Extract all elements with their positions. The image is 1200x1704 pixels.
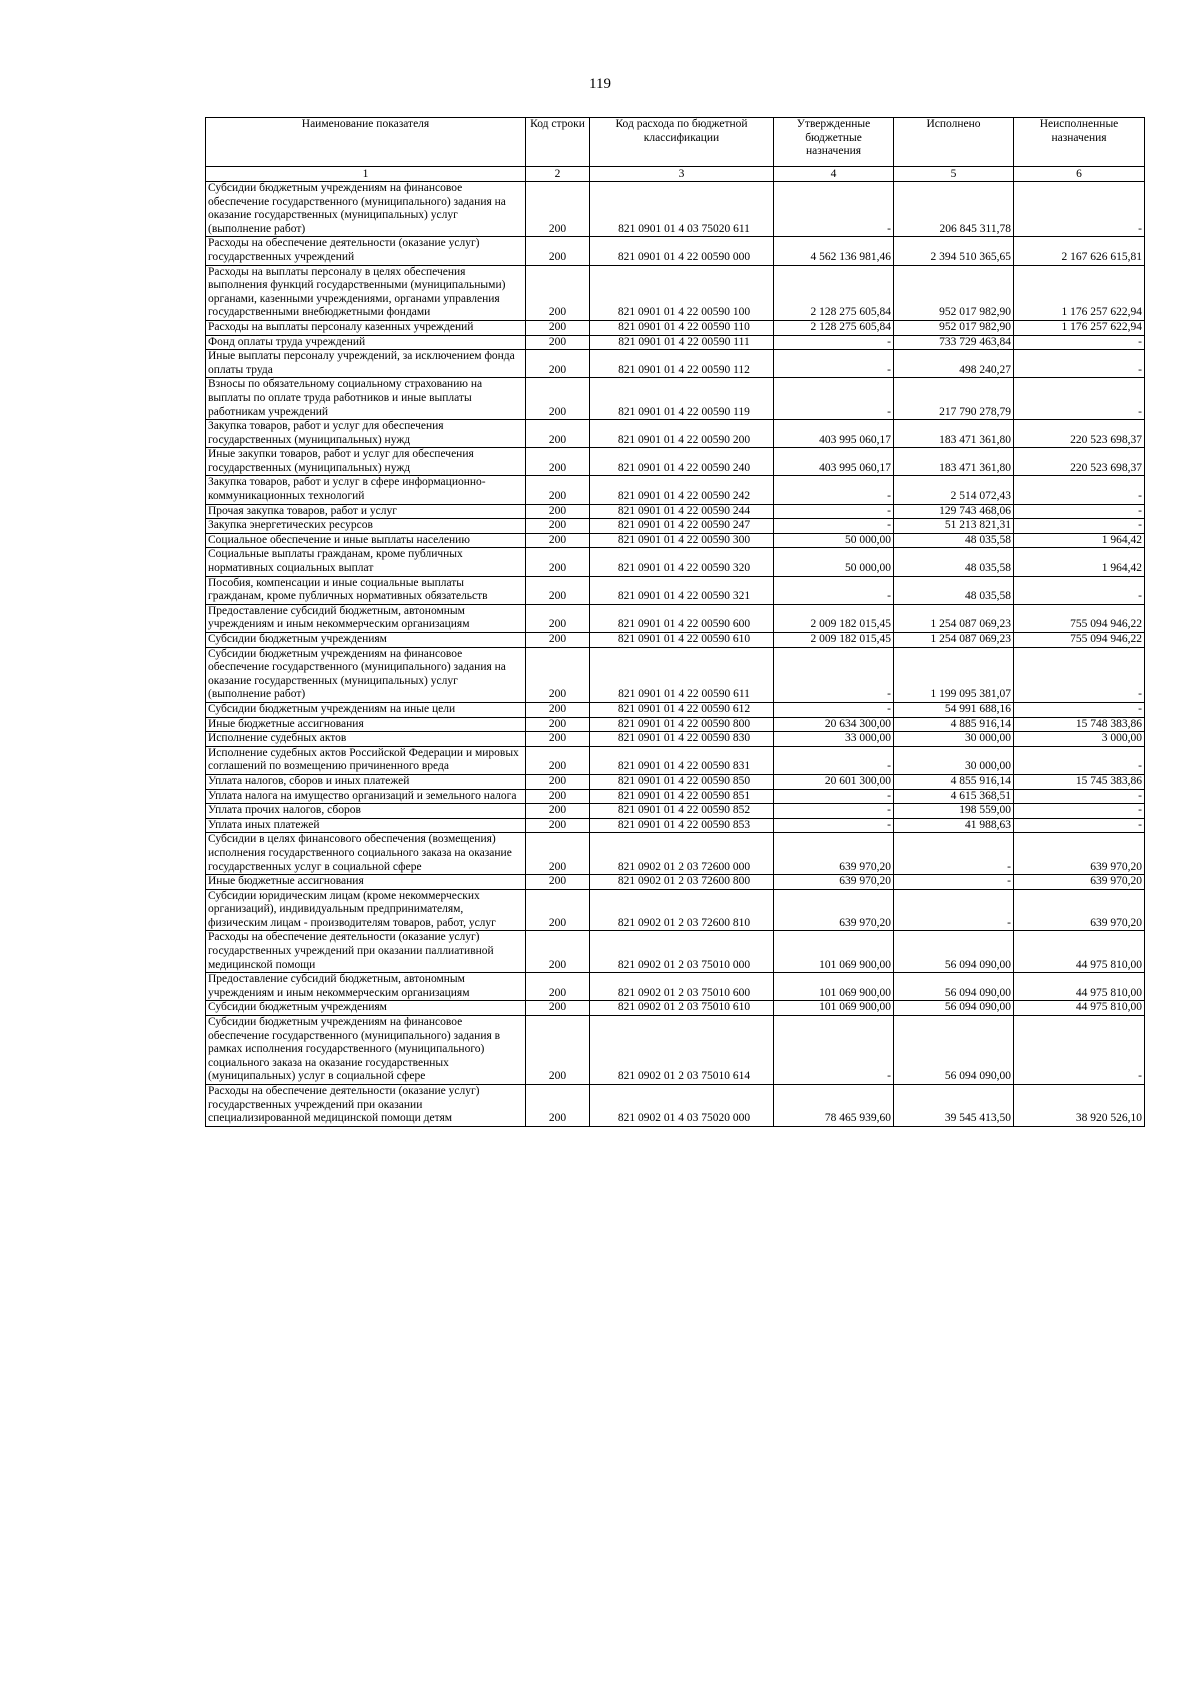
executed-amount: 198 559,00 [894, 804, 1014, 819]
line-code: 200 [526, 647, 590, 702]
table-row [206, 1016, 1145, 1085]
executed-amount: 51 213 821,31 [894, 519, 1014, 534]
executed-amount: 183 471 361,80 [894, 448, 1014, 476]
executed-amount: 48 035,58 [894, 576, 1014, 604]
executed-amount: 2 394 510 365,65 [894, 237, 1014, 265]
approved-amount: 639 970,20 [774, 875, 894, 890]
unexecuted-amount: 639 970,20 [1014, 833, 1145, 875]
approved-amount: - [774, 818, 894, 833]
indicator-name: Взносы по обязательному социальному страхованию на выплаты по оплате труда работников и иные выплаты работникам учреждений [206, 378, 526, 420]
indicator-name: Расходы на обеспечение деятельности (оказание услуг) государственных учреждений при оказании паллиативной медицинской помощи [206, 931, 526, 973]
expense-code: 821 0902 01 2 03 72600 800 [590, 875, 774, 890]
line-code: 200 [526, 774, 590, 789]
table-row [206, 265, 1145, 320]
line-code: 200 [526, 789, 590, 804]
indicator-name: Закупка энергетических ресурсов [206, 519, 526, 534]
line-code: 200 [526, 378, 590, 420]
approved-amount: - [774, 378, 894, 420]
line-code: 200 [526, 335, 590, 350]
unexecuted-amount: 220 523 698,37 [1014, 420, 1145, 448]
unexecuted-amount: 1 176 257 622,94 [1014, 320, 1145, 335]
expense-code: 821 0902 01 2 03 75010 000 [590, 931, 774, 973]
approved-amount: 20 634 300,00 [774, 717, 894, 732]
unexecuted-amount: - [1014, 789, 1145, 804]
indicator-name: Расходы на выплаты персоналу казенных учреждений [206, 320, 526, 335]
approved-amount: - [774, 504, 894, 519]
unexecuted-amount: - [1014, 335, 1145, 350]
line-code: 200 [526, 420, 590, 448]
approved-amount: 639 970,20 [774, 833, 894, 875]
executed-amount: - [894, 875, 1014, 890]
executed-amount: 41 988,63 [894, 818, 1014, 833]
table-row [206, 576, 1145, 604]
executed-amount: 2 514 072,43 [894, 476, 1014, 504]
line-code: 200 [526, 237, 590, 265]
column-number: 5 [894, 167, 1014, 182]
table-row [206, 875, 1145, 890]
table-row [206, 818, 1145, 833]
table-row [206, 335, 1145, 350]
table-row [206, 647, 1145, 702]
executed-amount: 129 743 468,06 [894, 504, 1014, 519]
line-code: 200 [526, 604, 590, 632]
table-row [206, 732, 1145, 747]
approved-amount: 50 000,00 [774, 548, 894, 576]
line-code: 200 [526, 350, 590, 378]
approved-amount: 101 069 900,00 [774, 1001, 894, 1016]
indicator-name: Уплата прочих налогов, сборов [206, 804, 526, 819]
indicator-name: Иные бюджетные ассигнования [206, 875, 526, 890]
approved-amount: 403 995 060,17 [774, 448, 894, 476]
budget-execution-table [205, 117, 1145, 1127]
expense-code: 821 0902 01 2 03 72600 810 [590, 889, 774, 931]
header-cell: Код строки [526, 118, 590, 167]
approved-amount: - [774, 1016, 894, 1085]
line-code: 200 [526, 265, 590, 320]
executed-amount: 1 199 095 381,07 [894, 647, 1014, 702]
approved-amount: - [774, 647, 894, 702]
expense-code: 821 0901 01 4 22 00590 300 [590, 533, 774, 548]
line-code: 200 [526, 182, 590, 237]
expense-code: 821 0901 01 4 22 00590 321 [590, 576, 774, 604]
unexecuted-amount: 3 000,00 [1014, 732, 1145, 747]
column-number-row [206, 167, 1145, 182]
approved-amount: - [774, 519, 894, 534]
expense-code: 821 0901 01 4 22 00590 831 [590, 746, 774, 774]
approved-amount: 101 069 900,00 [774, 931, 894, 973]
unexecuted-amount: 755 094 946,22 [1014, 633, 1145, 648]
line-code: 200 [526, 320, 590, 335]
indicator-name: Предоставление субсидий бюджетным, автономным учреждениям и иным некоммерческим организациям [206, 973, 526, 1001]
executed-amount: 54 991 688,16 [894, 702, 1014, 717]
executed-amount: 4 615 368,51 [894, 789, 1014, 804]
indicator-name: Субсидии бюджетным учреждениям на иные цели [206, 702, 526, 717]
expense-code: 821 0901 01 4 03 75020 611 [590, 182, 774, 237]
executed-amount: 56 094 090,00 [894, 931, 1014, 973]
indicator-name: Расходы на обеспечение деятельности (оказание услуг) государственных учреждений при оказании специализированной медицинской помощи детям [206, 1085, 526, 1127]
executed-amount: 56 094 090,00 [894, 1016, 1014, 1085]
indicator-name: Предоставление субсидий бюджетным, автономным учреждениям и иным некоммерческим организациям [206, 604, 526, 632]
approved-amount: - [774, 746, 894, 774]
indicator-name: Исполнение судебных актов Российской Федерации и мировых соглашений по возмещению причиненного вреда [206, 746, 526, 774]
expense-code: 821 0901 01 4 22 00590 244 [590, 504, 774, 519]
expense-code: 821 0902 01 2 03 75010 614 [590, 1016, 774, 1085]
expense-code: 821 0901 01 4 22 00590 612 [590, 702, 774, 717]
table-row [206, 350, 1145, 378]
executed-amount: 1 254 087 069,23 [894, 633, 1014, 648]
expense-code: 821 0901 01 4 22 00590 850 [590, 774, 774, 789]
approved-amount: - [774, 789, 894, 804]
unexecuted-amount: 639 970,20 [1014, 875, 1145, 890]
header-cell: Исполнено [894, 118, 1014, 167]
unexecuted-amount: - [1014, 378, 1145, 420]
expense-code: 821 0901 01 4 22 00590 610 [590, 633, 774, 648]
expense-code: 821 0901 01 4 22 00590 112 [590, 350, 774, 378]
unexecuted-amount: 1 176 257 622,94 [1014, 265, 1145, 320]
column-number: 6 [1014, 167, 1145, 182]
line-code: 200 [526, 504, 590, 519]
unexecuted-amount: 44 975 810,00 [1014, 931, 1145, 973]
approved-amount: 78 465 939,60 [774, 1085, 894, 1127]
unexecuted-amount: - [1014, 576, 1145, 604]
expense-code: 821 0901 01 4 22 00590 240 [590, 448, 774, 476]
table-row [206, 476, 1145, 504]
line-code: 200 [526, 1016, 590, 1085]
expense-code: 821 0901 01 4 22 00590 600 [590, 604, 774, 632]
approved-amount: - [774, 182, 894, 237]
line-code: 200 [526, 818, 590, 833]
executed-amount: 183 471 361,80 [894, 420, 1014, 448]
unexecuted-amount: 44 975 810,00 [1014, 973, 1145, 1001]
line-code: 200 [526, 548, 590, 576]
table-row [206, 931, 1145, 973]
table-row [206, 1001, 1145, 1016]
approved-amount: 2 009 182 015,45 [774, 633, 894, 648]
indicator-name: Субсидии в целях финансового обеспечения (возмещения) исполнения государственного социального заказа на оказание государственных услуг в социальной сфере [206, 833, 526, 875]
header-cell: Код расхода по бюджетной классификации [590, 118, 774, 167]
line-code: 200 [526, 833, 590, 875]
unexecuted-amount: - [1014, 476, 1145, 504]
indicator-name: Уплата иных платежей [206, 818, 526, 833]
table-row [206, 548, 1145, 576]
executed-amount: - [894, 833, 1014, 875]
executed-amount: 4 855 916,14 [894, 774, 1014, 789]
indicator-name: Расходы на обеспечение деятельности (оказание услуг) государственных учреждений [206, 237, 526, 265]
approved-amount: 4 562 136 981,46 [774, 237, 894, 265]
indicator-name: Субсидии бюджетным учреждениям [206, 633, 526, 648]
unexecuted-amount: - [1014, 804, 1145, 819]
executed-amount: 733 729 463,84 [894, 335, 1014, 350]
indicator-name: Уплата налогов, сборов и иных платежей [206, 774, 526, 789]
unexecuted-amount: - [1014, 818, 1145, 833]
indicator-name: Социальные выплаты гражданам, кроме публичных нормативных социальных выплат [206, 548, 526, 576]
indicator-name: Социальное обеспечение и иные выплаты населению [206, 533, 526, 548]
expense-code: 821 0901 01 4 22 00590 119 [590, 378, 774, 420]
unexecuted-amount: - [1014, 702, 1145, 717]
expense-code: 821 0901 01 4 22 00590 000 [590, 237, 774, 265]
indicator-name: Прочая закупка товаров, работ и услуг [206, 504, 526, 519]
unexecuted-amount: - [1014, 1016, 1145, 1085]
executed-amount: 206 845 311,78 [894, 182, 1014, 237]
approved-amount: 2 128 275 605,84 [774, 320, 894, 335]
line-code: 200 [526, 476, 590, 504]
line-code: 200 [526, 746, 590, 774]
expense-code: 821 0902 01 4 03 75020 000 [590, 1085, 774, 1127]
table-row [206, 633, 1145, 648]
table-row [206, 717, 1145, 732]
header-cell: Неисполненные назначения [1014, 118, 1145, 167]
executed-amount: 30 000,00 [894, 746, 1014, 774]
expense-code: 821 0901 01 4 22 00590 110 [590, 320, 774, 335]
table-row [206, 789, 1145, 804]
unexecuted-amount: 755 094 946,22 [1014, 604, 1145, 632]
line-code: 200 [526, 973, 590, 1001]
table-row [206, 448, 1145, 476]
line-code: 200 [526, 732, 590, 747]
page-number: 119 [589, 76, 611, 92]
executed-amount: 952 017 982,90 [894, 265, 1014, 320]
executed-amount: 56 094 090,00 [894, 1001, 1014, 1016]
unexecuted-amount: 15 745 383,86 [1014, 774, 1145, 789]
expense-code: 821 0902 01 2 03 75010 610 [590, 1001, 774, 1016]
unexecuted-amount: 15 748 383,86 [1014, 717, 1145, 732]
expense-code: 821 0901 01 4 22 00590 320 [590, 548, 774, 576]
executed-amount: 48 035,58 [894, 533, 1014, 548]
executed-amount: 30 000,00 [894, 732, 1014, 747]
approved-amount: - [774, 350, 894, 378]
executed-amount: 952 017 982,90 [894, 320, 1014, 335]
indicator-name: Субсидии бюджетным учреждениям на финансовое обеспечение государственного (муниципального) задания на оказание государственных (муниципальных) услуг (выполнение работ) [206, 182, 526, 237]
unexecuted-amount: - [1014, 647, 1145, 702]
indicator-name: Субсидии юридическим лицам (кроме некоммерческих организаций), индивидуальным предпринимателям, физическим лицам - производителям товаров, работ, услуг [206, 889, 526, 931]
executed-amount: - [894, 889, 1014, 931]
table-row [206, 519, 1145, 534]
indicator-name: Субсидии бюджетным учреждениям на финансовое обеспечение государственного (муниципального) задания в рамках исполнения государственного (муниципального) социального заказа на оказание государственных (муниципальных) услуг в социальной сфере [206, 1016, 526, 1085]
expense-code: 821 0901 01 4 22 00590 111 [590, 335, 774, 350]
line-code: 200 [526, 1085, 590, 1127]
executed-amount: 48 035,58 [894, 548, 1014, 576]
indicator-name: Иные бюджетные ассигнования [206, 717, 526, 732]
table-row [206, 833, 1145, 875]
expense-code: 821 0902 01 2 03 72600 000 [590, 833, 774, 875]
expense-code: 821 0901 01 4 22 00590 830 [590, 732, 774, 747]
table-row [206, 320, 1145, 335]
line-code: 200 [526, 448, 590, 476]
table-row [206, 182, 1145, 237]
indicator-name: Расходы на выплаты персоналу в целях обеспечения выполнения функций государственными (муниципальными) органами, казенными учреждениями, органами управления государственными внебюджетными фондами [206, 265, 526, 320]
unexecuted-amount: 38 920 526,10 [1014, 1085, 1145, 1127]
approved-amount: 639 970,20 [774, 889, 894, 931]
approved-amount: - [774, 804, 894, 819]
executed-amount: 498 240,27 [894, 350, 1014, 378]
header-cell: Наименование показателя [206, 118, 526, 167]
expense-code: 821 0901 01 4 22 00590 242 [590, 476, 774, 504]
indicator-name: Закупка товаров, работ и услуг в сфере информационно-коммуникационных технологий [206, 476, 526, 504]
unexecuted-amount: 220 523 698,37 [1014, 448, 1145, 476]
indicator-name: Субсидии бюджетным учреждениям [206, 1001, 526, 1016]
unexecuted-amount: 44 975 810,00 [1014, 1001, 1145, 1016]
expense-code: 821 0901 01 4 22 00590 852 [590, 804, 774, 819]
expense-code: 821 0901 01 4 22 00590 247 [590, 519, 774, 534]
table-row [206, 702, 1145, 717]
table-row [206, 1085, 1145, 1127]
unexecuted-amount: 2 167 626 615,81 [1014, 237, 1145, 265]
indicator-name: Пособия, компенсации и иные социальные выплаты гражданам, кроме публичных нормативных обязательств [206, 576, 526, 604]
indicator-name: Уплата налога на имущество организаций и земельного налога [206, 789, 526, 804]
approved-amount: - [774, 476, 894, 504]
unexecuted-amount: - [1014, 350, 1145, 378]
approved-amount: 2 128 275 605,84 [774, 265, 894, 320]
column-number: 3 [590, 167, 774, 182]
approved-amount: 101 069 900,00 [774, 973, 894, 1001]
unexecuted-amount: - [1014, 182, 1145, 237]
approved-amount: 403 995 060,17 [774, 420, 894, 448]
line-code: 200 [526, 1001, 590, 1016]
expense-code: 821 0901 01 4 22 00590 200 [590, 420, 774, 448]
unexecuted-amount: 639 970,20 [1014, 889, 1145, 931]
line-code: 200 [526, 533, 590, 548]
expense-code: 821 0901 01 4 22 00590 800 [590, 717, 774, 732]
unexecuted-amount: - [1014, 504, 1145, 519]
column-number: 2 [526, 167, 590, 182]
table-row [206, 604, 1145, 632]
line-code: 200 [526, 633, 590, 648]
column-number: 4 [774, 167, 894, 182]
table-row [206, 504, 1145, 519]
approved-amount: - [774, 702, 894, 717]
line-code: 200 [526, 804, 590, 819]
executed-amount: 4 885 916,14 [894, 717, 1014, 732]
table-row [206, 889, 1145, 931]
indicator-name: Исполнение судебных актов [206, 732, 526, 747]
table-row [206, 378, 1145, 420]
expense-code: 821 0901 01 4 22 00590 611 [590, 647, 774, 702]
expense-code: 821 0901 01 4 22 00590 100 [590, 265, 774, 320]
approved-amount: - [774, 576, 894, 604]
expense-code: 821 0901 01 4 22 00590 851 [590, 789, 774, 804]
line-code: 200 [526, 576, 590, 604]
indicator-name: Фонд оплаты труда учреждений [206, 335, 526, 350]
indicator-name: Иные закупки товаров, работ и услуг для обеспечения государственных (муниципальных) нужд [206, 448, 526, 476]
approved-amount: 50 000,00 [774, 533, 894, 548]
approved-amount: 20 601 300,00 [774, 774, 894, 789]
approved-amount: - [774, 335, 894, 350]
header-row [206, 118, 1145, 167]
line-code: 200 [526, 931, 590, 973]
table-row [206, 237, 1145, 265]
line-code: 200 [526, 702, 590, 717]
unexecuted-amount: - [1014, 519, 1145, 534]
expense-code: 821 0902 01 2 03 75010 600 [590, 973, 774, 1001]
column-number: 1 [206, 167, 526, 182]
executed-amount: 1 254 087 069,23 [894, 604, 1014, 632]
unexecuted-amount: 1 964,42 [1014, 548, 1145, 576]
table-row [206, 973, 1145, 1001]
line-code: 200 [526, 717, 590, 732]
executed-amount: 39 545 413,50 [894, 1085, 1014, 1127]
approved-amount: 33 000,00 [774, 732, 894, 747]
line-code: 200 [526, 519, 590, 534]
indicator-name: Субсидии бюджетным учреждениям на финансовое обеспечение государственного (муниципального) задания на оказание государственных (муниципальных) услуг (выполнение работ) [206, 647, 526, 702]
table-row [206, 804, 1145, 819]
expense-code: 821 0901 01 4 22 00590 853 [590, 818, 774, 833]
executed-amount: 217 790 278,79 [894, 378, 1014, 420]
header-cell: Утвержденные бюджетные назначения [774, 118, 894, 167]
indicator-name: Закупка товаров, работ и услуг для обеспечения государственных (муниципальных) нужд [206, 420, 526, 448]
table-row [206, 746, 1145, 774]
indicator-name: Иные выплаты персоналу учреждений, за исключением фонда оплаты труда [206, 350, 526, 378]
approved-amount: 2 009 182 015,45 [774, 604, 894, 632]
unexecuted-amount: - [1014, 746, 1145, 774]
line-code: 200 [526, 889, 590, 931]
table-row [206, 774, 1145, 789]
line-code: 200 [526, 875, 590, 890]
executed-amount: 56 094 090,00 [894, 973, 1014, 1001]
unexecuted-amount: 1 964,42 [1014, 533, 1145, 548]
table-row [206, 420, 1145, 448]
table-row [206, 533, 1145, 548]
